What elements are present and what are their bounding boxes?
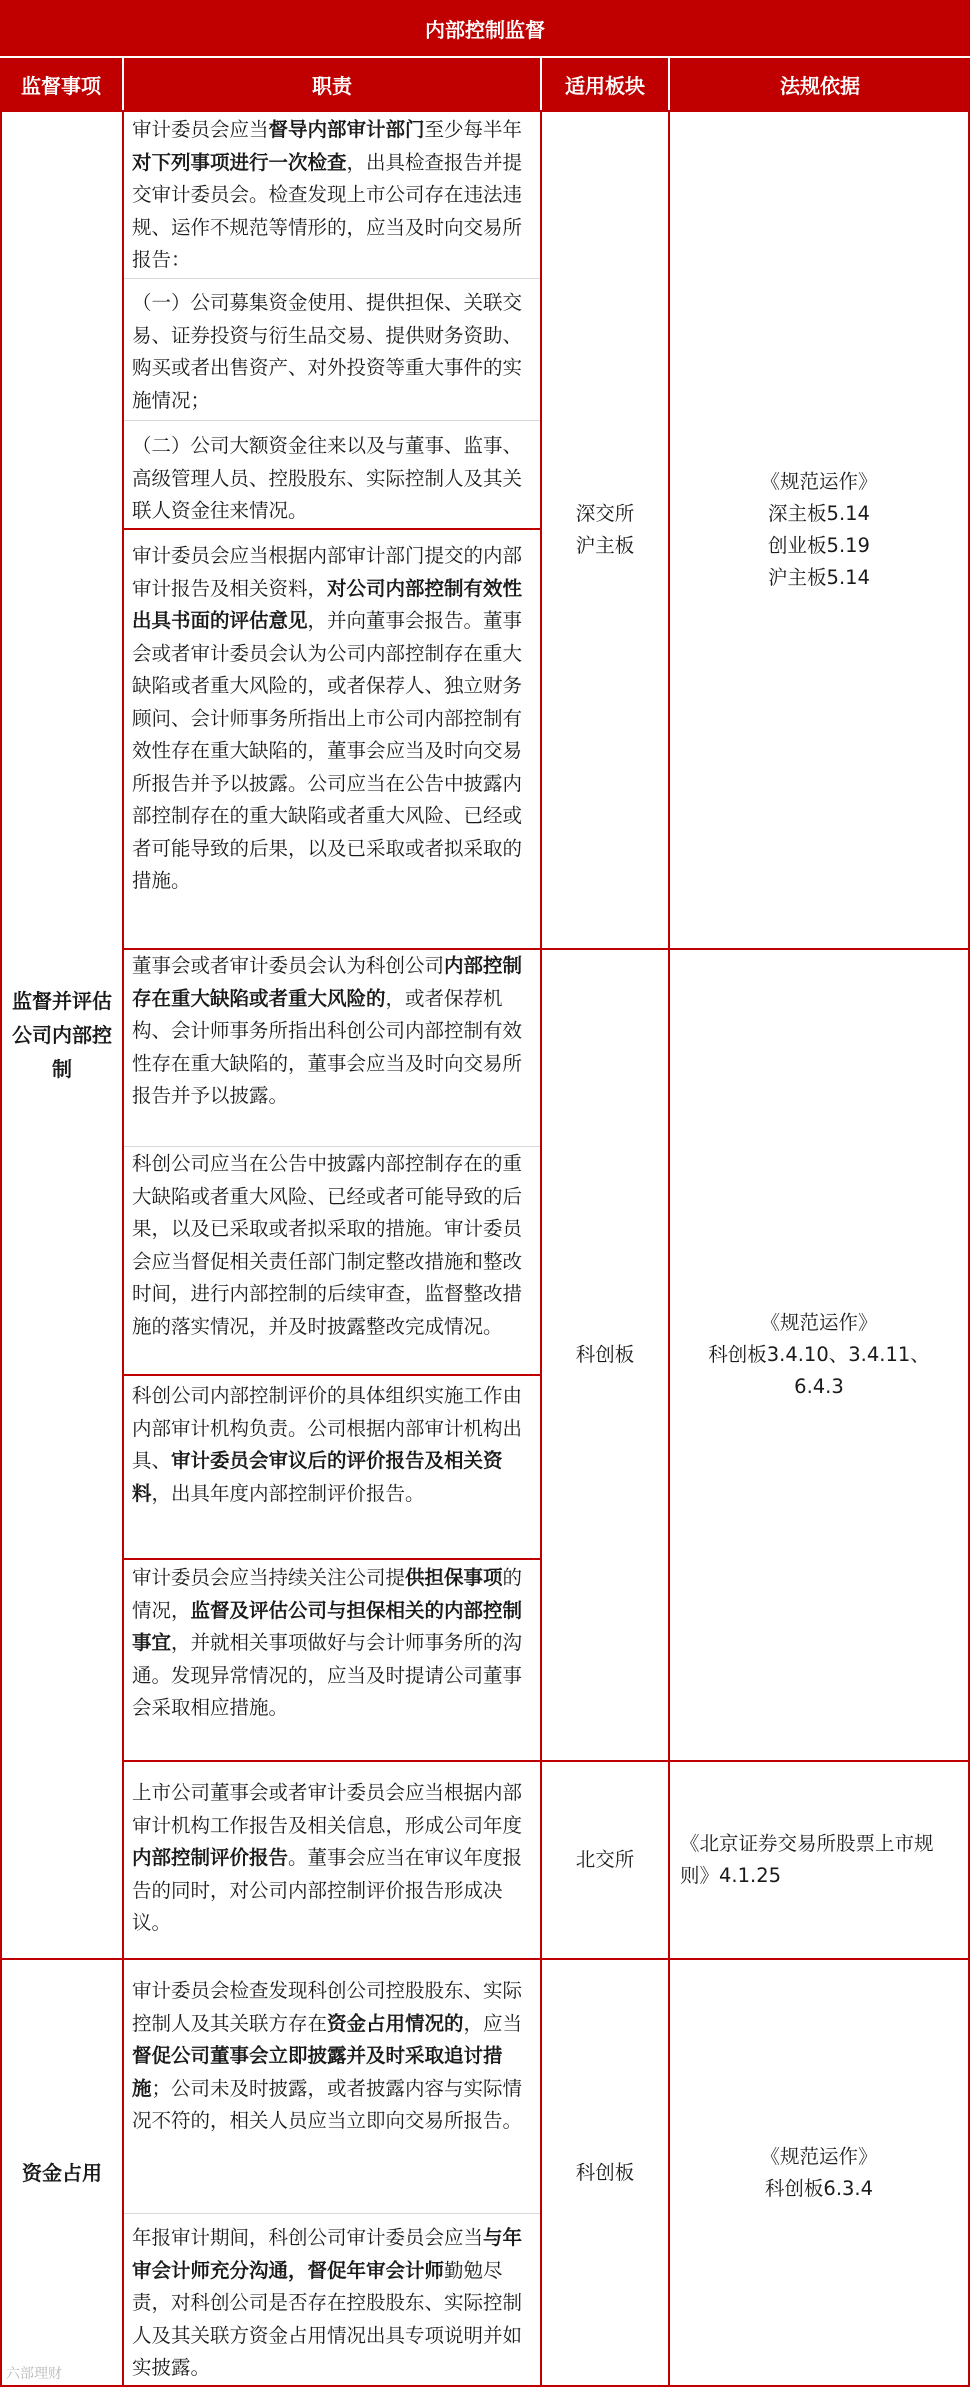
duty-paragraph: 审计委员会应当持续关注公司提供担保事项的情况，监督及评估公司与担保相关的内部控制事宜，并就相关事项做好与会计师事务所的沟通。发现异常情况的，应当及时提请公司董事会采取相应措施。	[132, 1566, 523, 1719]
grid-line	[124, 1558, 540, 1560]
section-star-market: 科创板	[575, 2160, 635, 2184]
section-bse: 北交所	[575, 1848, 635, 1871]
header-law: 法规依据	[670, 58, 970, 110]
paragraph-divider	[124, 420, 540, 421]
paragraph-divider	[124, 1146, 540, 1147]
duty-paragraph: 科创公司应当在公告中披露内部控制存在的重大缺陷或者重大风险、已经或者可能导致的后果，以及已采取或者拟采取的措施。审计委员会应当督促相关责任部门制定整改措施和整改时间，进行内部控制的后续审查，监督整改措施的落实情况，并及时披露整改完成情况。	[132, 1152, 523, 1338]
duty-paragraph: 科创公司内部控制评价的具体组织实施工作由内部审计机构负责。公司根据内部审计机构出具、审计委员会审议后的评价报告及相关资料，出具年度内部控制评价报告。	[132, 1384, 523, 1505]
duty-paragraph: 审计委员会应当督导内部审计部门至少每半年对下列事项进行一次检查，出具检查报告并提交审计委员会。检查发现上市公司存在违法违规、运作不规范等情形的，应当及时向交易所报告：	[132, 118, 523, 271]
category-label: 资金占用	[22, 2160, 102, 2185]
duty-paragraph: 审计委员会应当根据内部审计部门提交的内部审计报告及相关资料，对公司内部控制有效性出具书面的评估意见，并向董事会报告。董事会或者审计委员会认为公司内部控制存在重大缺陷或者重大风险的，或者保荐人、独立财务顾问、会计师事务所指出上市公司内部控制有效性存在重大缺陷的，董事会应当及时向交易所报告并予以披露。公司应当在公告中披露内部控制存在的重大缺陷或者重大风险、已经或者可能导致的后果，以及已采取或者拟采取的措施。	[132, 544, 523, 892]
table-title: 内部控制监督	[0, 0, 970, 56]
duty-paragraph: 年报审计期间，科创公司审计委员会应当与年审会计师充分沟通，督促年审会计师勤勉尽责，对科创公司是否存在控股股东、实际控制人及其关联方资金占用情况出具专项说明并如实披露。	[132, 2226, 523, 2379]
paragraph-divider	[124, 2213, 540, 2214]
section-sz-sh: 深交所 沪主板	[575, 502, 635, 557]
duty-paragraph: 董事会或者审计委员会认为科创公司内部控制存在重大缺陷或者重大风险的，或者保荐机构、会计师事务所指出科创公司内部控制有效性存在重大缺陷的，董事会应当及时向交易所报告并予以披露。	[132, 954, 523, 1107]
duty-paragraph: 上市公司董事会或者审计委员会应当根据内部审计机构工作报告及相关信息，形成公司年度内部控制评价报告。董事会应当在审议年度报告的同时，对公司内部控制评价报告形成决议。	[132, 1781, 523, 1934]
law-reference: 《规范运作》 深主板5.14 创业板5.19 沪主板5.14	[760, 470, 878, 589]
duty-paragraph: 审计委员会检查发现科创公司控股股东、实际控制人及其关联方存在资金占用情况的，应当督促公司董事会立即披露并及时采取追讨措施；公司未及时披露，或者披露内容与实际情况不符的，相关人员应当立即向交易所报告。	[132, 1979, 523, 2132]
law-reference: 《北京证券交易所股票上市规则》4.1.25	[680, 1832, 934, 1887]
category-internal-control	[2, 112, 122, 1958]
duty-paragraph: （一）公司募集资金使用、提供担保、关联交易、证券投资与衍生品交易、提供财务资助、购买或者出售资产、对外投资等重大事件的实施情况；	[132, 291, 523, 412]
header-section: 适用板块	[542, 58, 668, 110]
watermark: 六部理财	[6, 2366, 62, 2382]
duty-paragraph: （二）公司大额资金往来以及与董事、监事、高级管理人员、控股股东、实际控制人及其关联人资金往来情况。	[132, 434, 523, 522]
category-fund-occupation	[2, 1960, 122, 2385]
category-label: 监督并评估公司内部控制	[12, 989, 112, 1081]
law-reference: 《规范运作》 科创板3.4.10、3.4.11、 6.4.3	[708, 1311, 930, 1398]
header-matter: 监督事项	[0, 58, 122, 110]
header-duty: 职责	[124, 58, 540, 110]
grid-line	[124, 1374, 540, 1376]
section-star-market: 科创板	[575, 1343, 635, 1366]
paragraph-divider	[124, 278, 540, 279]
law-reference: 《规范运作》 科创板6.3.4	[760, 2144, 878, 2200]
grid-line	[124, 528, 540, 530]
